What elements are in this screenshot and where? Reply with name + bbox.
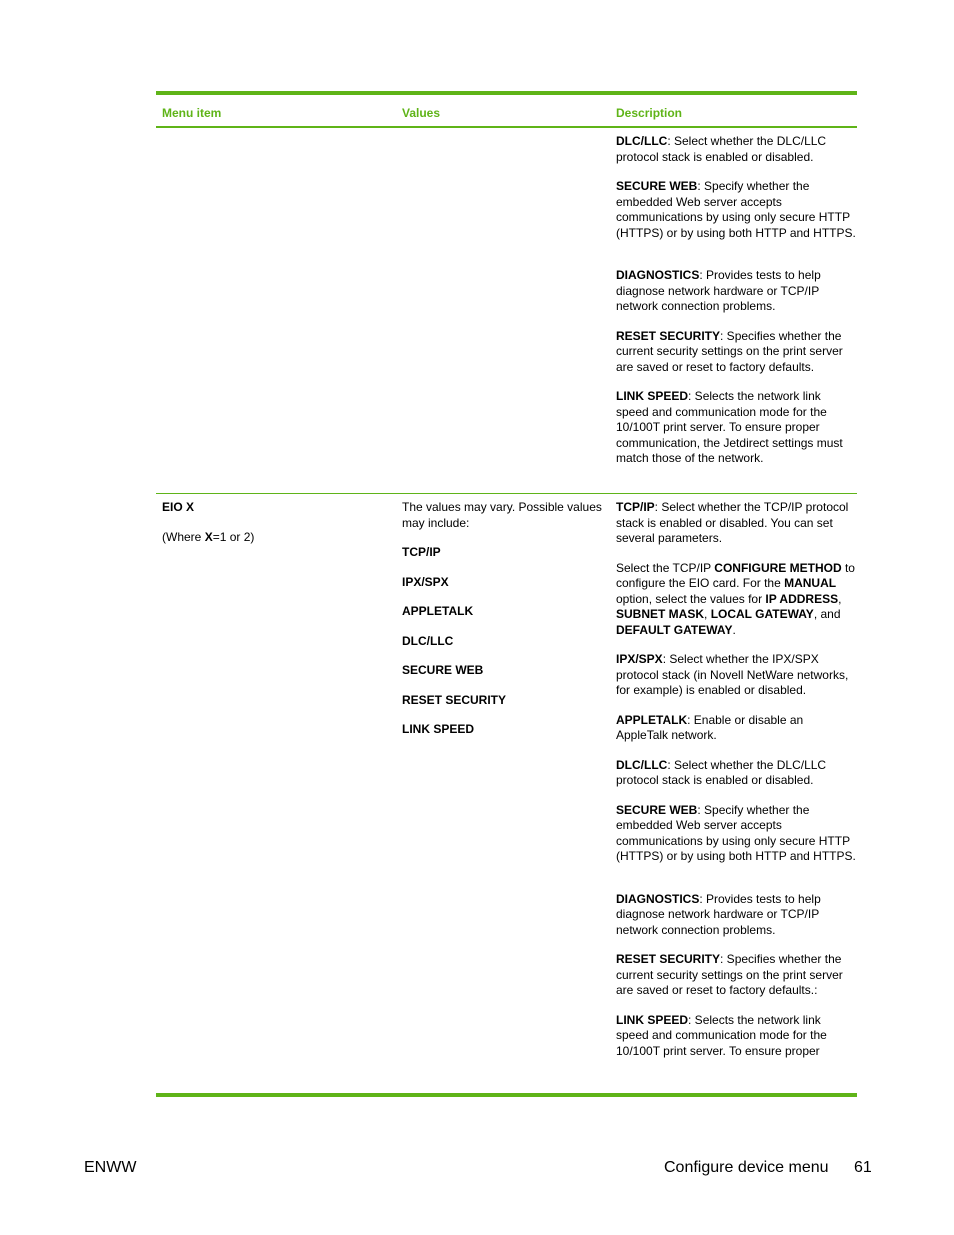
value-item: SECURE WEB [402,663,484,677]
value-item: DLC/LLC [402,633,454,648]
desc-reset-security: RESET SECURITY: Specifies whether the current security settings on the print server are saved or reset to factory defaults. [616,328,843,374]
header-description: Description [616,106,683,120]
desc-dlc: DLC/LLC: Select whether the DLC/LLC protocol stack is enabled or disabled. [616,134,827,164]
desc-secure-web: SECURE WEB: Specify whether the embedded Web server accepts communications by using only secure HTTP (HTTPS) or by using both HTTP and HTTPS. [616,802,856,863]
desc-configure-method: Select the TCP/IP CONFIGURE METHOD to configure the EIO card. For the MANUAL option, select the values for IP ADDRESS, SUBNET MASK, LOCAL GATEWAY, and DEFAULT GATEWAY. [616,560,855,637]
table-row [156,494,857,1094]
values-intro: The values may vary. Possible values may include: [402,500,602,530]
table-header [156,95,857,126]
row2-values-cell [402,500,602,752]
desc-tcpip: TCP/IP: Select whether the TCP/IP protocol stack is enabled or disabled. You can set several parameters. [616,500,849,545]
desc-diagnostics: DIAGNOSTICS: Provides tests to help diagnose network hardware or TCP/IP network connection problems. [616,891,821,937]
row2-menu-cell [162,500,390,559]
desc-link-speed: LINK SPEED: Selects the network link speed and communication mode for the 10/100T print server. To ensure proper [616,1012,827,1058]
footer-section-title: Configure device menu [664,1159,829,1176]
table-bottom-rule [156,1093,857,1097]
desc-reset-security: RESET SECURITY: Specifies whether the current security settings on the print server are saved or reset to factory defaults.: [616,952,843,997]
desc-appletalk: APPLETALK: Enable or disable an AppleTalk network. [616,712,804,742]
settings-table [156,91,857,1094]
value-item: LINK SPEED [402,722,475,736]
table-row [156,128,857,493]
footer-page-number: 61 [854,1159,872,1176]
desc-diagnostics: DIAGNOSTICS: Provides tests to help diagnose network hardware or TCP/IP network connection problems. [616,268,821,313]
desc-dlc: DLC/LLC: Select whether the DLC/LLC protocol stack is enabled or disabled. [616,757,827,787]
value-item: RESET SECURITY [402,692,507,707]
menu-eio-title: EIO X [162,500,195,514]
desc-ipx-spx: IPX/SPX: Select whether the IPX/SPX protocol stack (in Novell NetWare networks, for example) is enabled or disabled. [616,652,849,697]
value-item: TCP/IP [402,545,441,559]
value-item: IPX/SPX [402,574,449,589]
header-menu-item: Menu item [162,106,222,120]
desc-link-speed: LINK SPEED: Selects the network link speed and communication mode for the 10/100T print server. To ensure proper communication, the Jetdirect settings must match those of the network. [616,389,843,465]
footer-left: ENWW [84,1159,137,1176]
menu-eio-where: (Where X=1 or 2) [162,529,255,544]
desc-secure-web: SECURE WEB: Specify whether the embedded Web server accepts communications by using only secure HTTP (HTTPS) or by using both HTTP and HTTPS. [616,179,856,240]
header-values: Values [402,106,441,120]
value-item: APPLETALK [402,604,474,618]
row1-description-cell [616,134,856,481]
row2-description-cell [616,500,856,1073]
